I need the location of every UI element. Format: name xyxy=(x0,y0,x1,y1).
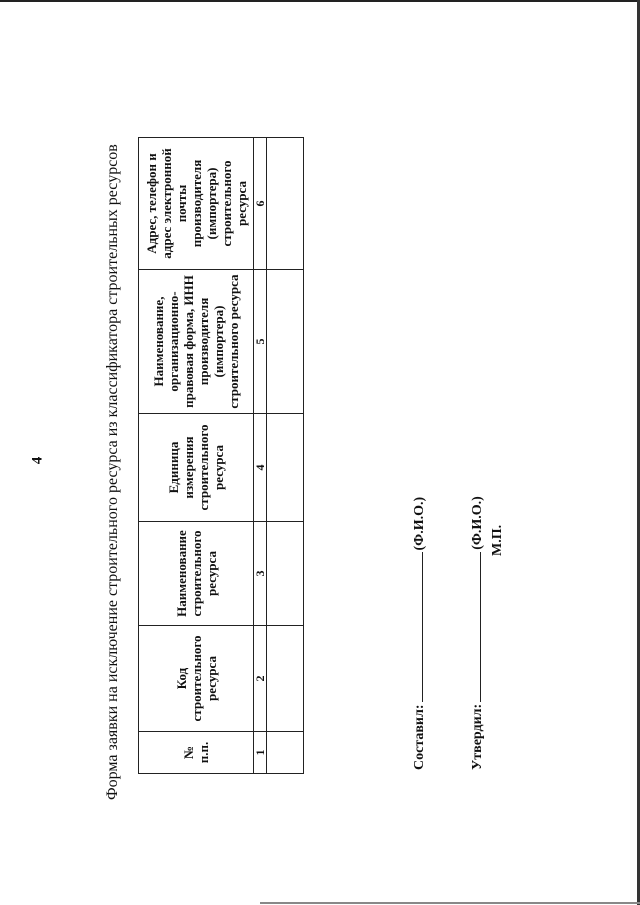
table-cell xyxy=(267,414,304,522)
header-resource-name: Наименование строительного ресурса xyxy=(139,522,254,626)
table-cell xyxy=(267,270,304,414)
table-cell xyxy=(267,522,304,626)
composed-label: Составил: xyxy=(412,704,427,770)
approved-label: Утвердил: xyxy=(470,703,485,770)
column-number: 5 xyxy=(254,270,267,414)
table-cell xyxy=(267,732,304,774)
header-manufacturer-contacts: Адрес, телефон и адрес электронной почты производителя (импортера) строительного ресурса xyxy=(139,138,254,270)
composed-fio: (Ф.И.О.) xyxy=(412,496,427,551)
form-title: Форма заявки на исключение строительного ресурса из классификатора строительных ресурсов xyxy=(104,144,121,800)
scan-edge-top xyxy=(0,0,640,2)
page-number: 4 xyxy=(29,456,46,465)
column-number: 6 xyxy=(254,138,267,270)
column-number: 1 xyxy=(254,732,267,774)
table-cell xyxy=(267,138,304,270)
approved-fio: (Ф.И.О.) xyxy=(470,496,485,550)
composed-signature-line xyxy=(410,552,423,702)
header-resource-code: Код строительного ресурса xyxy=(139,626,254,732)
table-cell xyxy=(267,626,304,732)
resource-table xyxy=(138,137,304,774)
column-number: 4 xyxy=(254,414,267,522)
header-unit: Единица измерения строительного ресурса xyxy=(139,414,254,522)
composed-signature xyxy=(410,497,428,770)
rotated-form-sheet xyxy=(50,100,570,800)
column-number: 3 xyxy=(254,522,267,626)
stamp-place: М.П. xyxy=(490,524,505,556)
column-number: 2 xyxy=(254,626,267,732)
column-number-row xyxy=(254,138,267,774)
approved-signature xyxy=(468,496,486,770)
table-header-row xyxy=(139,138,254,774)
table-row xyxy=(267,138,304,774)
approved-signature-line xyxy=(468,552,481,702)
scan-edge-bottom xyxy=(260,902,640,904)
header-manufacturer-name: Наименование, организационно-правовая форма, ИНН производителя (импортера) строительного ресурса xyxy=(139,270,254,414)
header-number: № п.п. xyxy=(139,732,254,774)
